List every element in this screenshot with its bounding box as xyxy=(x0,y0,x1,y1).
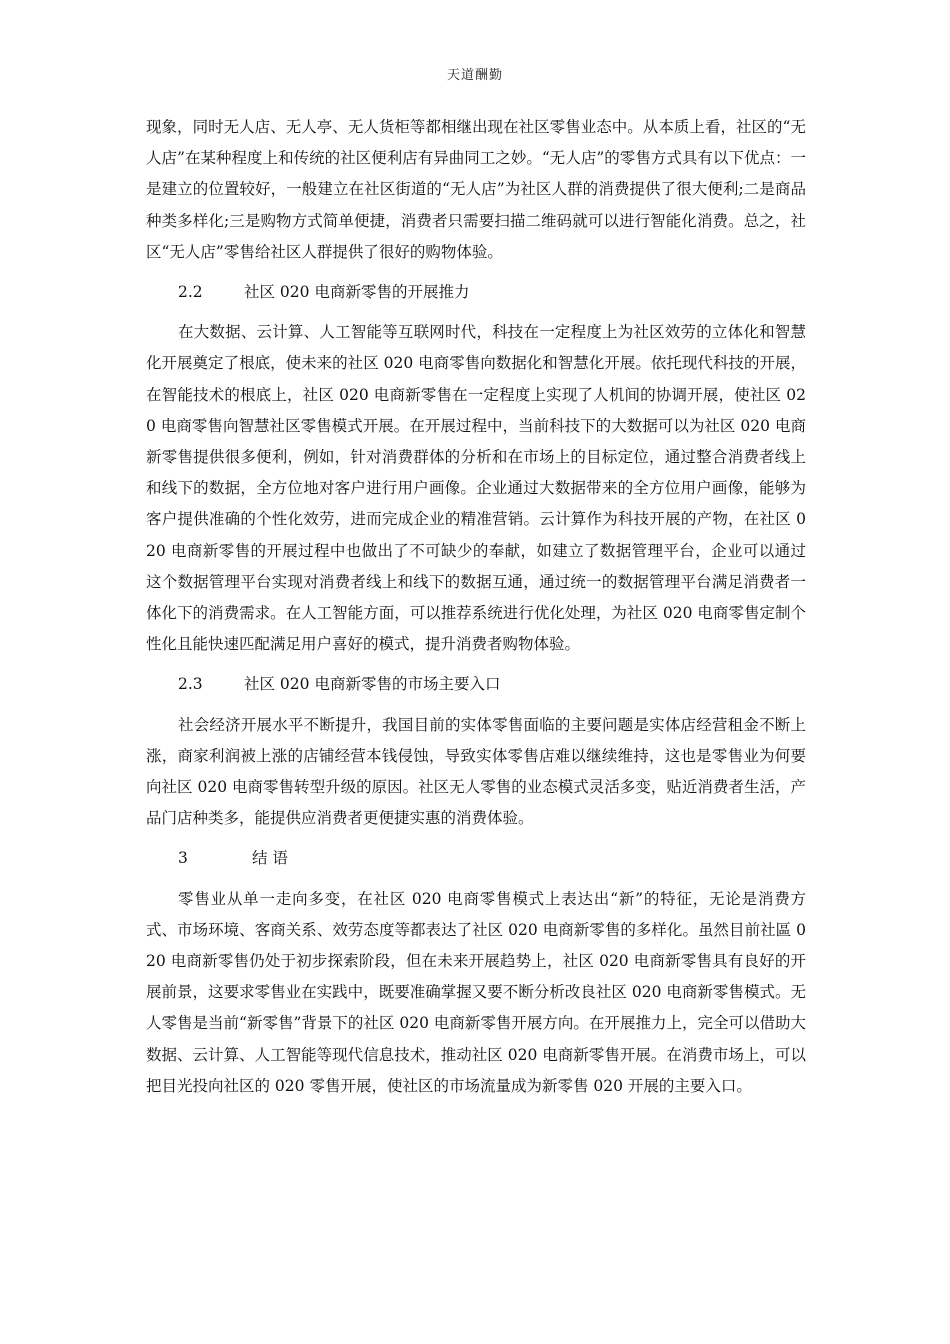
section-heading-2-2 xyxy=(146,277,806,308)
page-header: 天道酬勤 xyxy=(446,68,503,83)
section-title: 结 语 xyxy=(252,849,288,868)
section-title: 社区 020 电商新零售的开展推力 xyxy=(244,283,470,302)
paragraph-market-entry: 社会经济开展水平不断提升，我国目前的实体零售面临的主要问题是实体店经营租金不断上涨，商家利润被上涨的店铺经营本钱侵蚀，导致实体零售店难以继续维持，这也是零售业为何要向社区 020 电商零售转型升级的原因。社区无人零售的业态模式灵活多变，贴近消费者生活，产品门店种类多，能提供应消费者更便捷实惠的消费体验。 xyxy=(146,715,806,828)
document-body xyxy=(146,112,806,1102)
section-number: 2.3 xyxy=(178,675,203,694)
section-number: 2.2 xyxy=(178,283,203,302)
paragraph-unmanned-store: 现象，同时无人店、无人亭、无人货柜等都相继出现在社区零售业态中。从本质上看，社区的“无人店”在某种程度上和传统的社区便利店有异曲同工之妙。“无人店”的零售方式具有以下优点：一是建立的位置较好，一般建立在社区街道的“无人店”为社区人群的消费提供了很大便利;二是商品种类多样化;三是购物方式简单便捷，消费者只需要扫描二维码就可以进行智能化消费。总之，社区“无人店”零售给社区人群提供了很好的购物体验。 xyxy=(146,118,806,261)
section-heading-3 xyxy=(146,843,806,874)
section-heading-2-3 xyxy=(146,669,806,700)
paragraph-conclusion: 零售业从单一走向多变，在社区 020 电商零售模式上表达出“新”的特征，无论是消费方式、市场环境、客商关系、效劳态度等都表达了社区 020 电商新零售的多样化。虽然目前社區 020 电商新零售仍处于初步探索阶段，但在未来开展趋势上，社区 020 电商新零售具有良好的开展前景，这要求零售业在实践中，既要准确掌握又要不断分析改良社区 020 电商新零售模式。无人零售是当前“新零售”背景下的社区 020 电商新零售开展方向。在开展推力上，完全可以借助大数据、云计算、人工智能等现代信息技术，推动社区 020 电商新零售开展。在消费市场上，可以把目光投向社区的 020 零售开展，使社区的市场流量成为新零售 020 开展的主要入口。 xyxy=(146,889,806,1095)
paragraph-driving-force: 在大数据、云计算、人工智能等互联网时代，科技在一定程度上为社区效劳的立体化和智慧化开展奠定了根底，使未来的社区 020 电商零售向数据化和智慧化开展。依托现代科技的开展，在智能技术的根底上，社区 020 电商新零售在一定程度上实现了人机间的协调开展，使社区 020 电商零售向智慧社区零售模式开展。在开展过程中，当前科技下的大数据可以为社区 020 电商新零售提供很多便利，例如，针对消费群体的分析和在市场上的目标定位，通过整合消费者线上和线下的数据，全方位地对客户进行用户画像。企业通过大数据带来的全方位用户画像，能够为客户提供准确的个性化效劳，进而完成企业的精准营销。云计算作为科技开展的产物，在社区 020 电商新零售的开展过程中也做出了不可缺少的奉献，如建立了数据管理平台，企业可以通过这个数据管理平台实现对消费者线上和线下的数据互通，通过统一的数据管理平台满足消费者一体化下的消费需求。在人工智能方面，可以推荐系统进行优化处理，为社区 020 电商零售定制个性化且能快速匹配满足用户喜好的模式，提升消费者购物体验。 xyxy=(146,323,806,654)
section-title: 社区 020 电商新零售的市场主要入口 xyxy=(244,675,501,694)
section-number: 3 xyxy=(178,849,188,868)
